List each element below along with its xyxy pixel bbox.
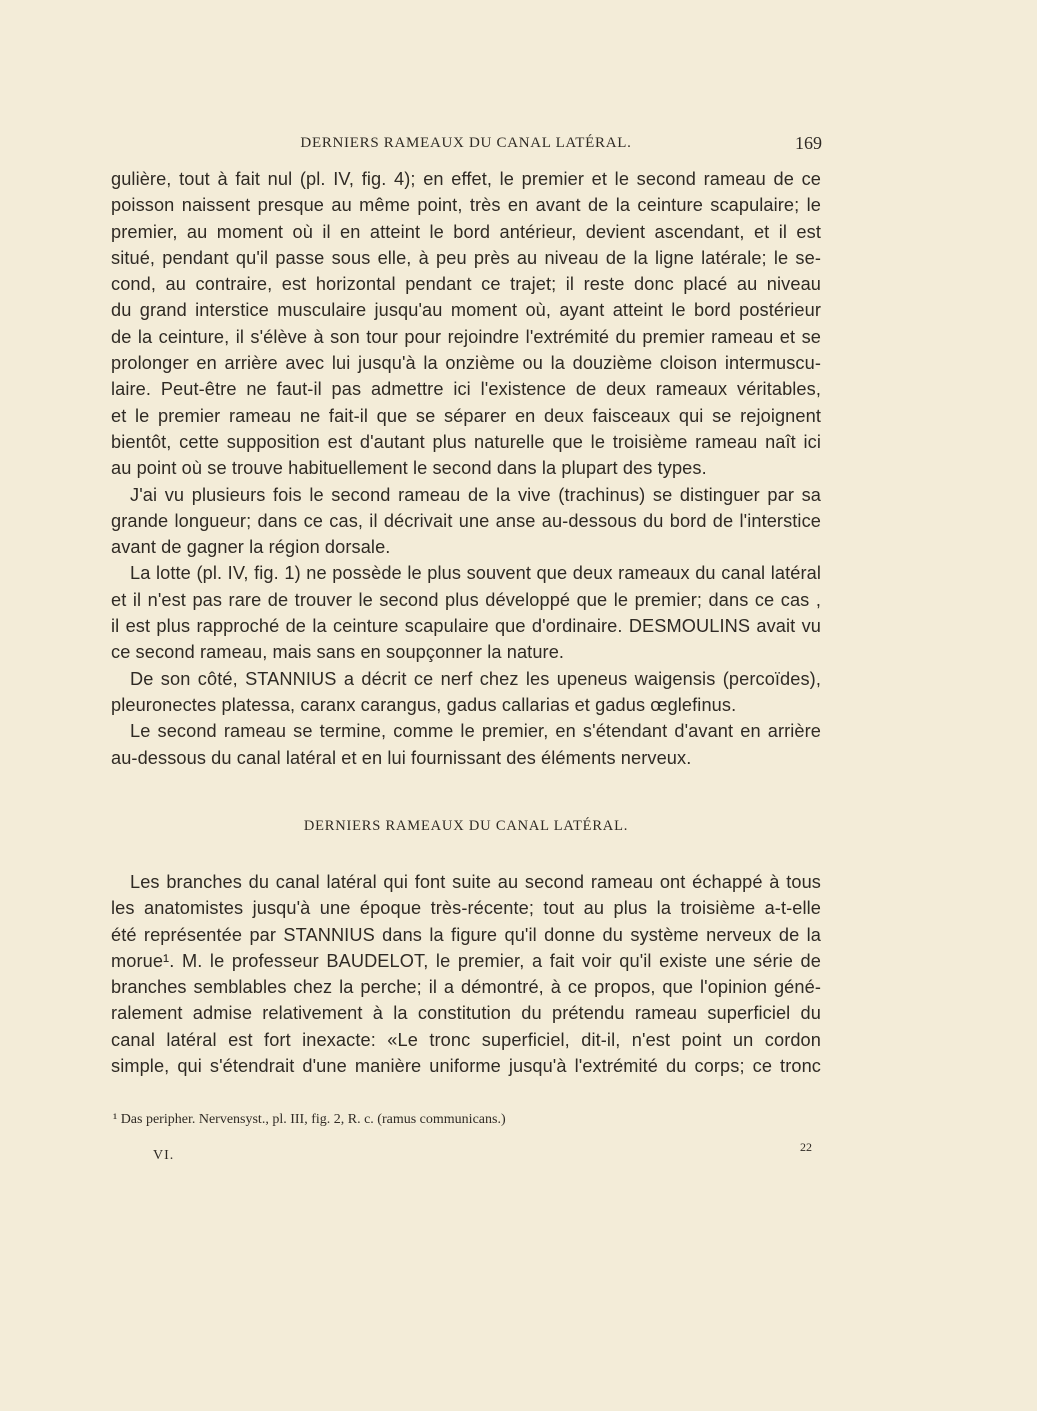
text-line: au point où se trouve habituellement le second dans la plupart des types.	[111, 458, 707, 479]
text-line: ralement admise relativement à la constitution du prétendu rameau superficiel du	[111, 1003, 821, 1024]
text-line: Les branches du canal latéral qui font suite au second rameau ont échappé à tous	[130, 872, 821, 892]
text-line: branches semblables chez la perche; il a démontré, à ce propos, que l'opinion géné-	[111, 977, 821, 998]
text-line: ce second rameau, mais sans en soupçonner la nature.	[111, 642, 565, 663]
page-number: 169	[795, 133, 822, 153]
text-line: du grand interstice musculaire jusqu'au moment où, ayant atteint le bord postérieur	[111, 300, 821, 321]
running-head	[110, 135, 822, 159]
footnote: ¹ Das peripher. Nervensyst., pl. III, fig. 2, R. c. (ramus communicans.)	[113, 1112, 506, 1127]
text-line: laire. Peut-être ne faut-il pas admettre ici l'existence de deux rameaux véritables,	[111, 379, 821, 400]
running-title: DERNIERS RAMEAUX DU CANAL LATÉRAL.	[300, 135, 632, 151]
text-line: canal latéral est fort inexacte: «Le tronc superficiel, dit-il, n'est point un cordon	[111, 1029, 821, 1050]
text-line: les anatomistes jusqu'à une époque très-récente; tout au plus la troisième a-t-elle	[111, 898, 821, 919]
text-line: premier, au moment où il en atteint le bord antérieur, devient ascendant, et il est	[111, 221, 821, 242]
text-line: avant de gagner la région dorsale.	[111, 537, 391, 558]
text-line: prolonger en arrière avec lui jusqu'à la onzième ou la douzième cloison intermuscu-	[111, 353, 821, 374]
text-line: simple, qui s'étendrait d'une manière uniforme jusqu'à l'extrémité du corps; ce tronc	[111, 1056, 821, 1077]
body-text-section-2	[111, 869, 821, 1079]
text-line: Le second rameau se termine, comme le premier, en s'étendant d'avant en arrière	[130, 721, 821, 742]
text-line: grande longueur; dans ce cas, il décrivait une anse au-dessous du bord de l'interstice	[111, 510, 821, 531]
text-line: bientôt, cette supposition est d'autant plus naturelle que le troisième rameau naît ici	[111, 431, 821, 452]
text-line: morue¹. M. le professeur BAUDELOT, le premier, a fait voir qu'il existe une série de	[111, 950, 821, 971]
section-title: DERNIERS RAMEAUX DU CANAL LATÉRAL.	[303, 818, 629, 834]
text-line: poisson naissent presque au même point, très en avant de la ceinture scapulaire; le	[111, 195, 821, 216]
text-line: été représentée par STANNIUS dans la figure qu'il donne du système nerveux de la	[111, 924, 821, 945]
text-line: cond, au contraire, est horizontal pendant ce trajet; il reste donc placé au niveau	[111, 274, 821, 295]
text-line: La lotte (pl. IV, fig. 1) ne possède le plus souvent que deux rameaux du canal latéral	[130, 563, 821, 584]
text-line: et il n'est pas rare de trouver le second plus développé que le premier; dans ce cas ,	[111, 589, 821, 610]
text-line: il est plus rapproché de la ceinture scapulaire que d'ordinaire. DESMOULINS avait vu	[111, 616, 821, 637]
text-line: gulière, tout à fait nul (pl. IV, fig. 4); en effet, le premier et le second rameau de ce	[111, 169, 821, 189]
text-line: pleuronectes platessa, caranx carangus, gadus callarias et gadus œglefinus.	[111, 694, 737, 715]
text-line: J'ai vu plusieurs fois le second rameau de la vive (trachinus) se distinguer par sa	[130, 484, 821, 505]
text-line: de la ceinture, il s'élève à son tour pour rejoindre l'extrémité du premier rameau et se	[111, 326, 821, 347]
sheet-number: 22	[800, 1140, 812, 1154]
text-line: De son côté, STANNIUS a décrit ce nerf chez les upeneus waigensis (percoïdes),	[130, 668, 821, 689]
text-line: situé, pendant qu'il passe sous elle, à peu près au niveau de la ligne latérale; le se-	[111, 247, 821, 268]
body-text-section-1	[111, 166, 821, 771]
text-line: et le premier rameau ne fait-il que se séparer en deux faisceaux qui se rejoignent	[111, 405, 821, 426]
signature-mark: VI.	[153, 1148, 175, 1163]
text-line: au-dessous du canal latéral et en lui fournissant des éléments nerveux.	[111, 747, 692, 768]
